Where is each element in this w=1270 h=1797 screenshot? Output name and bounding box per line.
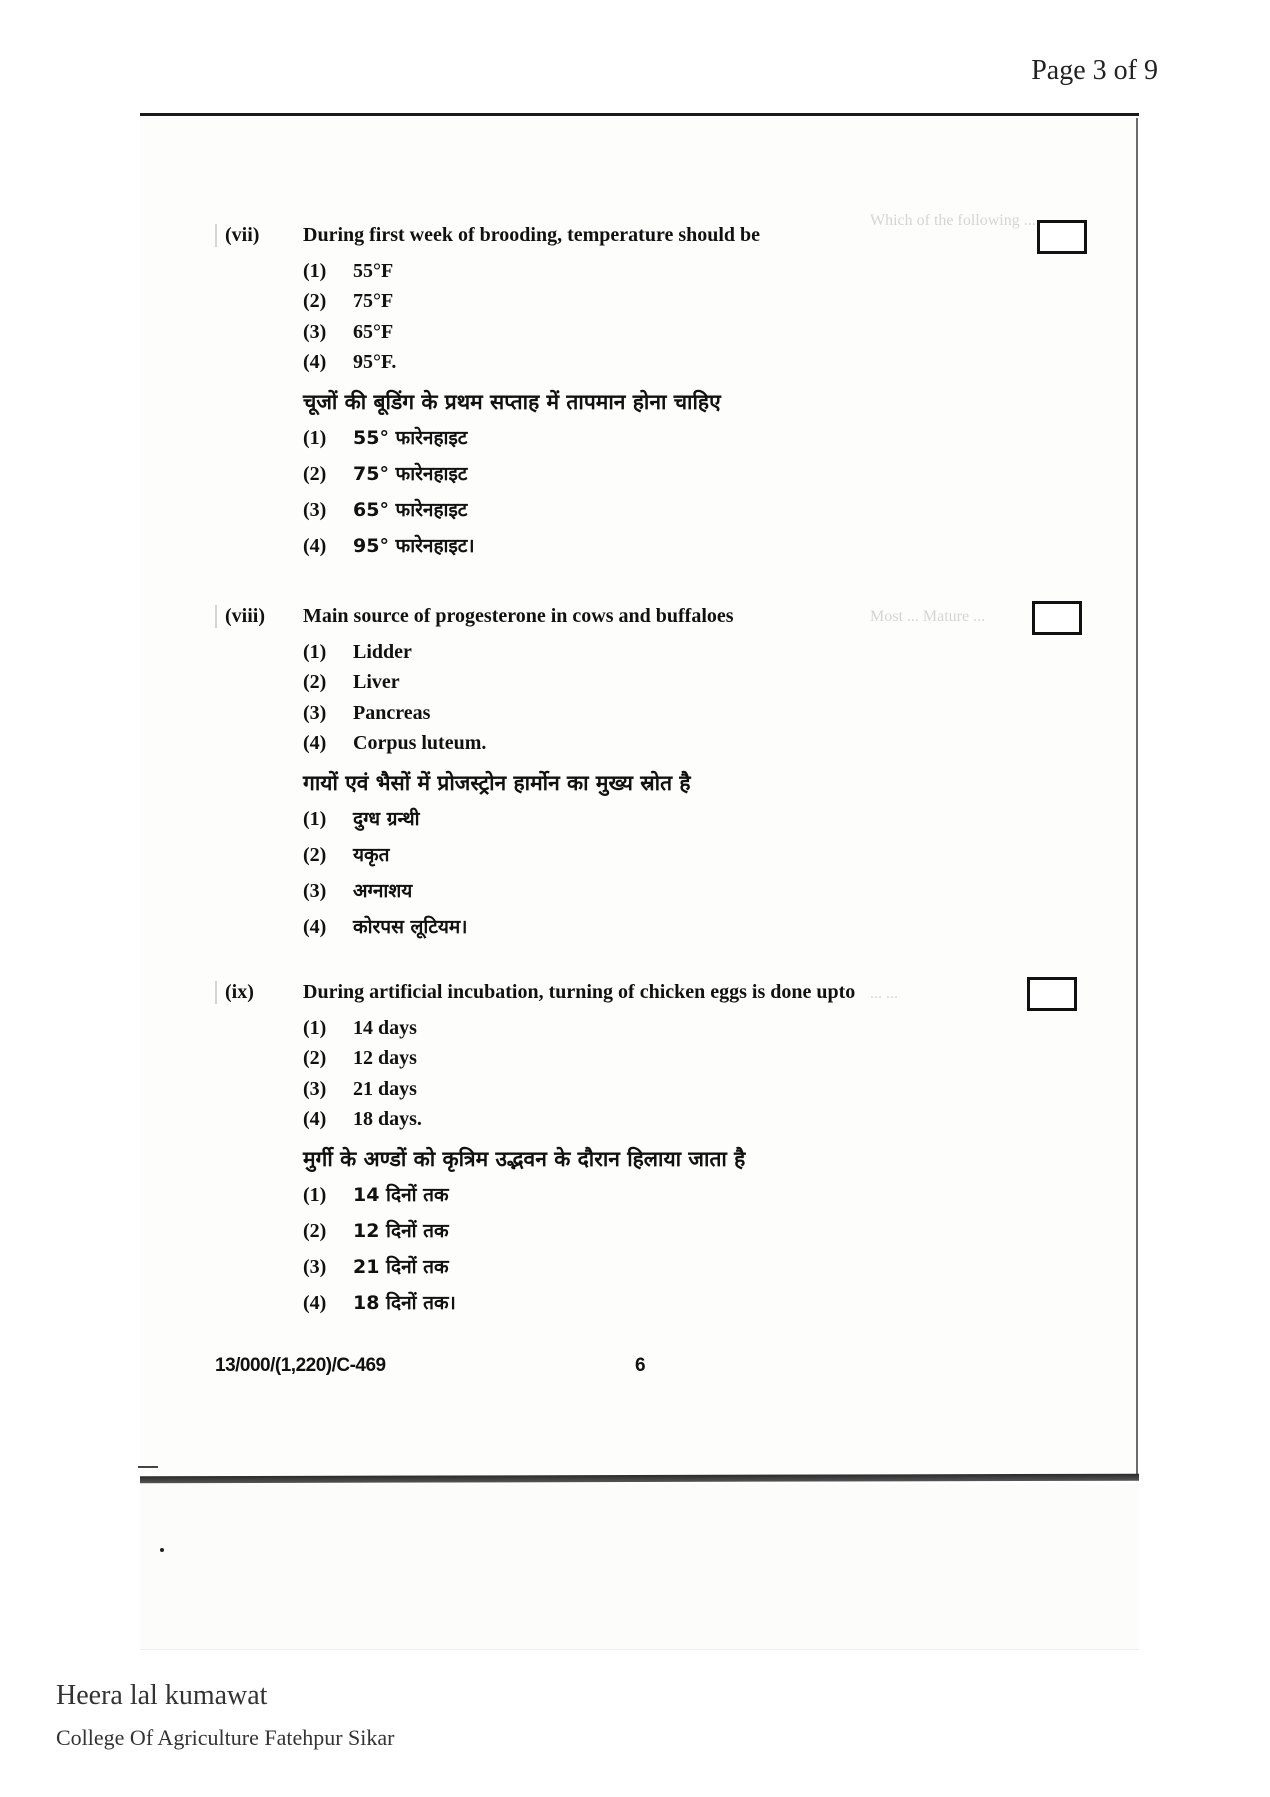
option-hindi: (1) 14 दिनों तक [303, 1184, 449, 1206]
option-hindi: (2) यकृत [303, 844, 390, 866]
option: (2) Liver [303, 671, 400, 693]
college-name: College Of Agriculture Fatehpur Sikar [56, 1725, 395, 1750]
option: (4) 95°F. [303, 351, 397, 373]
option: (4) Corpus luteum. [303, 732, 487, 754]
option-hindi: (1) 55° फारेनहाइट [303, 427, 468, 449]
question-text-hindi: चूजों की बूडिंग के प्रथम सप्ताह में तापमान होना चाहिए [303, 390, 721, 414]
page-number: Page 3 of 9 [1031, 55, 1158, 86]
scan-bottom-left-mark [138, 1466, 158, 1468]
question-text: During first week of brooding, temperature should be [303, 224, 761, 246]
answer-box[interactable] [1027, 977, 1077, 1011]
bleed-through-text: Which of the following ... [870, 212, 1036, 229]
option-hindi: (1) दुग्ध ग्रन्थी [303, 808, 420, 830]
option: (4) 18 days. [303, 1108, 422, 1130]
option: (3) 65°F [303, 321, 394, 343]
author-name: Heera lal kumawat [56, 1680, 268, 1711]
scanned-page [140, 118, 1139, 1478]
option-hindi: (4) 95° फारेनहाइट। [303, 535, 475, 557]
option-hindi: (4) कोरपस लूटियम। [303, 916, 468, 938]
question-text: Main source of progesterone in cows and buffaloes [303, 605, 734, 627]
printed-page-number: 6 [635, 1355, 646, 1376]
question-text: During artificial incubation, turning of chicken eggs is done upto [303, 981, 856, 1003]
option-hindi: (3) अग्नाशय [303, 880, 413, 902]
scan-bottom-edge [140, 1474, 1139, 1484]
option-hindi: (2) 12 दिनों तक [303, 1220, 449, 1242]
option: (1) 14 days [303, 1017, 417, 1039]
question-text-hindi: गायों एवं भैसों में प्रोजस्ट्रोन हार्मोन का मुख्य स्रोत है [303, 771, 691, 795]
question-number: (vii) [215, 224, 287, 247]
paper-code: 13/000/(1,220)/C-469 [215, 1355, 386, 1376]
option: (2) 75°F [303, 290, 394, 312]
question-text-hindi: मुर्गी के अण्डों को कृत्रिम उद्भवन के दौरान हिलाया जाता है [303, 1147, 746, 1171]
option: (1) Lidder [303, 641, 412, 663]
option-hindi: (2) 75° फारेनहाइट [303, 463, 468, 485]
bleed-through-text: Most ... Mature ... [870, 608, 986, 625]
option-hindi: (3) 65° फारेनहाइट [303, 499, 468, 521]
bleed-through-text: ... ... [870, 985, 898, 1002]
option: (1) 55°F [303, 260, 394, 282]
option-hindi: (4) 18 दिनों तक। [303, 1292, 456, 1314]
answer-box[interactable] [1037, 220, 1087, 254]
option-hindi: (3) 21 दिनों तक [303, 1256, 449, 1278]
question-number: (ix) [215, 981, 287, 1004]
option: (2) 12 days [303, 1047, 417, 1069]
stray-mark [160, 1548, 164, 1552]
scan-right-edge [1136, 118, 1138, 1478]
option: (3) 21 days [303, 1078, 417, 1100]
option: (3) Pancreas [303, 702, 431, 724]
top-rule [140, 113, 1139, 116]
question-number: (viii) [215, 605, 287, 628]
answer-box[interactable] [1032, 601, 1082, 635]
lower-sheet [140, 1484, 1139, 1650]
